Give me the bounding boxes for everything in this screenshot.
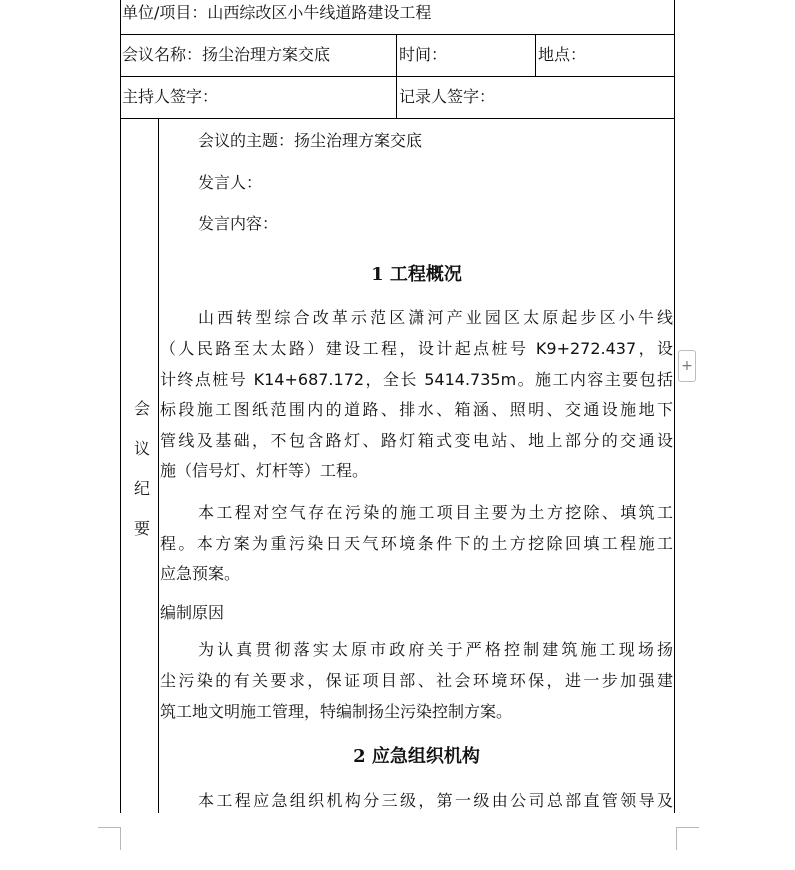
row-divider-1 [120,34,675,35]
host-signature-field: 主持人签字： [122,87,219,106]
meeting-name-field: 会议名称：扬尘治理方案交底 [122,45,331,64]
page-corner-mark [98,827,121,850]
recorder-signature-field: 记录人签字： [399,87,496,106]
location-field: 地点： [538,45,587,64]
side-column-divider [158,118,159,813]
unit-project-field: 单位/项目：山西综改区小牛线道路建设工程 [122,3,432,22]
paragraph-line: 计终点桩号 K14+687.172，全长 5414.735m。施工内容主要包括 [160,370,673,389]
table-border-right [674,0,675,813]
row2-divider-b [535,34,536,76]
paragraph-line: 程。本方案为重污染日天气环境条件下的土方挖除回填工程施工 [160,534,673,553]
page-corner-mark [676,827,699,850]
row-divider-2 [120,76,675,77]
paragraph-line: 为认真贯彻落实太原市政府关于严格控制建筑施工现场扬 [198,640,673,659]
side-label-char: 议 [133,439,150,458]
paragraph-line: 施（信号灯、灯杆等）工程。 [160,461,369,480]
paragraph-line: 本工程对空气存在污染的施工项目主要为土方挖除、填筑工 [198,503,673,522]
meeting-topic: 会议的主题：扬尘治理方案交底 [198,131,423,150]
paragraph-line: 标段施工图纸范围内的道路、排水、箱涵、照明、交通设施地下 [160,400,673,419]
time-field: 时间： [399,45,448,64]
paragraph-line: 管线及基础，不包含路灯、路灯箱式变电站、地上部分的交通设 [160,431,673,450]
side-label-char: 要 [133,519,150,538]
paragraph-line: 山西转型综合改革示范区潇河产业园区太原起步区小牛线 [198,308,673,327]
content-label: 发言内容： [198,214,279,233]
table-border-left [120,0,121,813]
paragraph-line: 本工程应急组织机构分三级，第一级由公司总部直管领导及 [198,791,673,810]
speaker-line: 发言人： [198,173,263,192]
paragraph-line: 尘污染的有关要求，保证项目部、社会环境环保，进一步加强建 [160,671,673,690]
paragraph-line: （人民路至太太路）建设工程，设计起点桩号 K9+272.437，设 [160,339,673,358]
section-1-heading: 1 工程概况 [371,264,462,285]
row-divider-3 [120,118,675,119]
side-label-char: 会 [133,399,150,418]
expand-handle[interactable]: + [678,350,696,382]
section-2-heading: 2 应急组织机构 [353,746,480,767]
side-label-char: 纪 [133,479,150,498]
subheading: 编制原因 [160,603,225,622]
paragraph-line: 筑工地文明施工管理，特编制扬尘污染控制方案。 [160,702,513,721]
paragraph-line: 应急预案。 [160,564,241,583]
